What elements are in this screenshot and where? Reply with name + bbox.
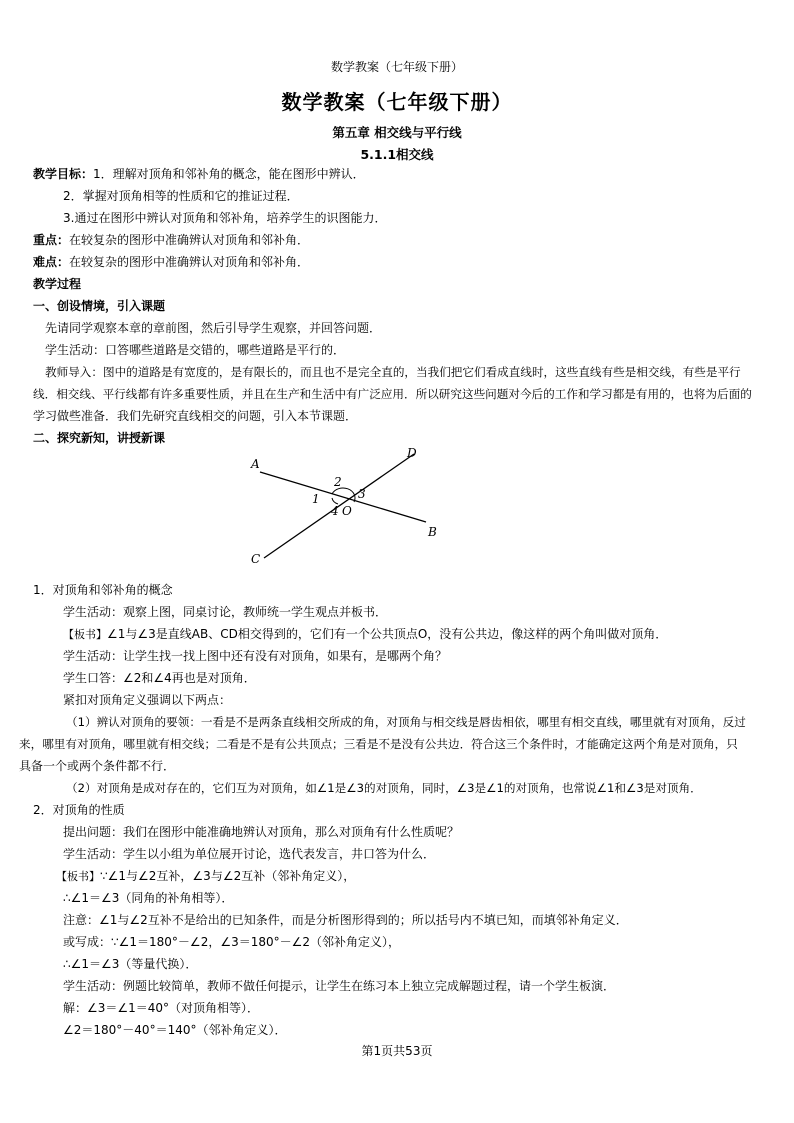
topic1-line-5: 紧扣对顶角定义强调以下两点： bbox=[63, 693, 232, 707]
chapter-heading: 第五章 相交线与平行线 bbox=[332, 125, 462, 140]
part1-line-1: 先请同学观察本章的章前图，然后引导学生观察，并回答问题． bbox=[45, 321, 382, 335]
objectives-label: 教学目标： bbox=[33, 167, 94, 181]
page-title: 数学教案（七年级下册） bbox=[281, 90, 513, 114]
intersecting-lines-figure bbox=[248, 446, 470, 568]
topic2-line-2: 学生活动：学生以小组为单位展开讨论，选代表发言，井口答为什么． bbox=[63, 847, 436, 861]
part1-line-2: 学生活动：口答哪些道路是交错的，哪些道路是平行的． bbox=[45, 343, 346, 357]
part1-line-5: 学习做些准备．我们先研究直线相交的问题，引入本节课题． bbox=[33, 409, 358, 423]
key-point-label: 重点： bbox=[33, 233, 70, 247]
part1-heading: 一、创设情境，引入课题 bbox=[33, 299, 166, 313]
board-tag: 【板书】 bbox=[63, 628, 107, 641]
objective-item-3: 3.通过在图形中辨认对顶角和邻补角，培养学生的识图能力． bbox=[63, 211, 387, 225]
topic2-line-9: 解：∠3＝∠1＝40°（对顶角相等）． bbox=[63, 1001, 260, 1015]
label-d: D bbox=[407, 446, 417, 460]
topic2-line-6: 或写成：∵∠1＝180°－∠2，∠3＝180°－∠2（邻补角定义）， bbox=[63, 935, 401, 949]
process-heading: 教学过程 bbox=[33, 277, 82, 291]
topic1-line-6: （1）辨认对顶角的要领：一看是不是两条直线相交所成的角，对顶角与相交线是唇齿相依，哪里有相交直线，哪里就有对顶角，反过 bbox=[66, 715, 746, 729]
topic1-board-text: ∠1与∠3是直线AB、CD相交得到的，它们有一个公共顶点O，没有公共边，像这样的两个角叫做对顶角． bbox=[107, 627, 668, 641]
topic2-line-7: ∴∠1＝∠3（等量代换）． bbox=[63, 957, 198, 971]
label-angle-2: 2 bbox=[334, 475, 342, 489]
label-b: B bbox=[428, 525, 437, 539]
key-point-text: 在较复杂的图形中准确辨认对顶角和邻补角． bbox=[69, 233, 310, 247]
line-cd bbox=[264, 454, 414, 558]
label-c: C bbox=[251, 552, 261, 566]
part2-heading: 二、探究新知，讲授新课 bbox=[33, 431, 166, 445]
objectives-line-1 bbox=[33, 166, 365, 182]
page-footer: 第1页共53页 bbox=[361, 1044, 433, 1058]
label-angle-4: 4 bbox=[331, 504, 339, 518]
topic2-line-5: 注意：∠1与∠2互补不是给出的已知条件，而是分析图形得到的；所以括号内不填已知，而填邻补角定义． bbox=[63, 913, 628, 927]
topic1-line-1: 学生活动：观察上图，同桌讨论，教师统一学生观点并板书． bbox=[63, 605, 388, 619]
topic2-line-3 bbox=[56, 868, 355, 885]
section-heading: 5.1.1相交线 bbox=[360, 147, 434, 162]
part1-line-4: 线．相交线、平行线都有许多重要性质，并且在生产和生活中有广泛应用．所以研究这些问题对今后的工作和学习都是有用的，也将为后面的 bbox=[33, 387, 752, 401]
running-header: 数学教案（七年级下册） bbox=[330, 60, 463, 74]
objective-item-2: 2．掌握对顶角相等的性质和它的推证过程． bbox=[63, 189, 299, 203]
topic2-line-8: 学生活动：例题比较简单，教师不做任何提示，让学生在练习本上独立完成解题过程，请一个学生板演． bbox=[63, 979, 616, 993]
topic1-line-8: 具备一个或两个条件都不行． bbox=[19, 759, 176, 773]
topic2-line-10: ∠2＝180°－40°＝140°（邻补角定义）． bbox=[63, 1023, 287, 1037]
topic1-line-9: （2）对顶角是成对存在的，它们互为对顶角，如∠1是∠3的对顶角，同时，∠3是∠1的对顶角，也常说∠1和∠3是对顶角． bbox=[66, 781, 702, 795]
difficult-point-line bbox=[33, 254, 309, 270]
difficult-point-text: 在较复杂的图形中准确辨认对顶角和邻补角． bbox=[69, 255, 310, 269]
part1-line-3: 教师导入：图中的道路是有宽度的，是有限长的，而且也不是完全直的，当我们把它们看成直线时，这些直线有些是相交线，有些是平行 bbox=[45, 365, 741, 379]
topic1-line-2 bbox=[63, 626, 667, 643]
label-angle-3: 3 bbox=[358, 487, 366, 501]
topic2-board-text: ∵∠1与∠2互补，∠3与∠2互补（邻补角定义）， bbox=[100, 869, 356, 883]
topic2-line-4: ∴∠1＝∠3（同角的补角相等）． bbox=[63, 891, 234, 905]
key-point-line bbox=[33, 232, 309, 248]
topic1-line-4: 学生口答：∠2和∠4再也是对顶角． bbox=[63, 671, 256, 685]
label-angle-1: 1 bbox=[312, 492, 320, 506]
objective-item-1: 1．理解对顶角和邻补角的概念，能在图形中辨认． bbox=[93, 167, 365, 181]
topic1-heading: 1．对顶角和邻补角的概念 bbox=[33, 583, 173, 597]
label-a: A bbox=[251, 457, 260, 471]
label-o: O bbox=[342, 504, 352, 518]
topic2-heading: 2．对顶角的性质 bbox=[33, 803, 125, 817]
topic1-line-7: 来，哪里有对顶角，哪里就有相交线；二看是不是有公共顶点；三看是不是没有公共边．符合这三个条件时，才能确定这两个角是对顶角，只 bbox=[19, 737, 738, 751]
difficult-point-label: 难点： bbox=[33, 255, 70, 269]
topic2-line-1: 提出问题：我们在图形中能准确地辨认对顶角，那么对顶角有什么性质呢？ bbox=[63, 825, 460, 839]
topic1-line-3: 学生活动：让学生找一找上图中还有没有对顶角，如果有，是哪两个角？ bbox=[63, 649, 448, 663]
board-tag: 【板书】 bbox=[56, 870, 100, 883]
